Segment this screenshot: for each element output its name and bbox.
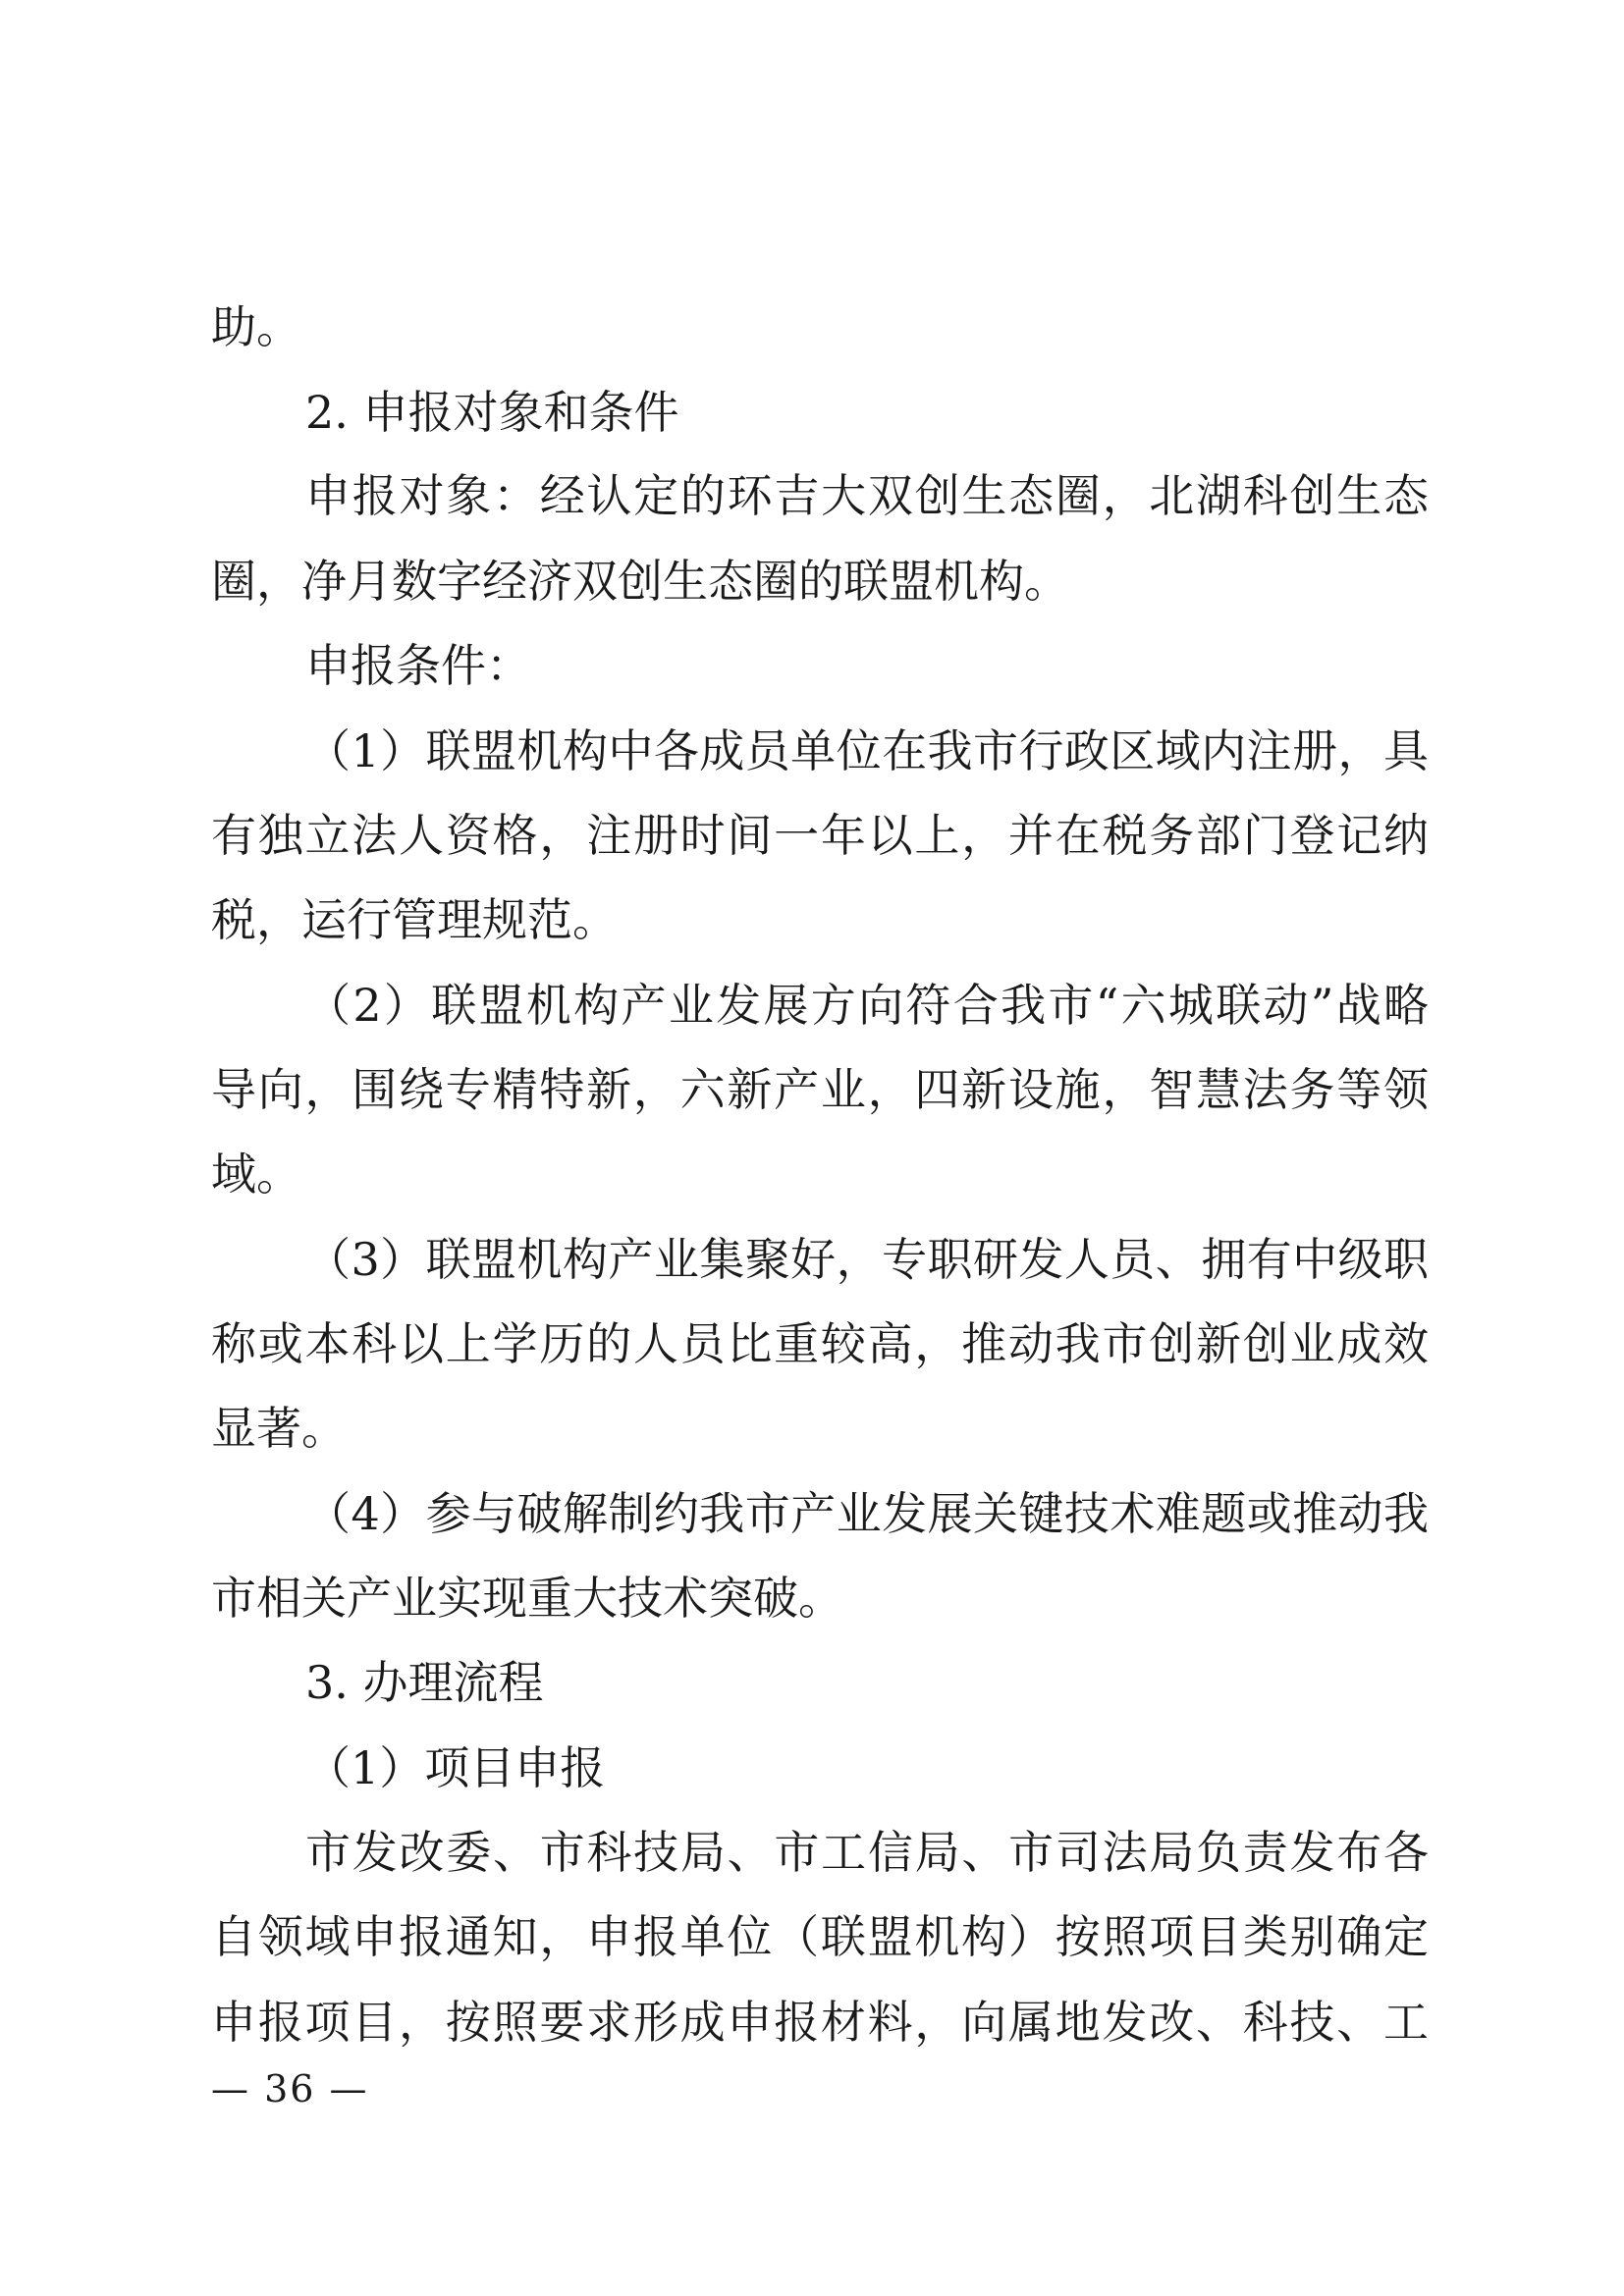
text-line-4: 圈，净月数字经济双创生态圈的联盟机构。 (211, 555, 1069, 608)
text-line-6: （1）联盟机构中各成员单位在我市行政区域内注册，具 (305, 724, 1429, 777)
text-line-13: 称或本科以上学历的人员比重较高，推动我市创新创业成效 (211, 1317, 1429, 1370)
text-line-11: 域。 (211, 1148, 301, 1201)
subheading-project-application: （1）项目申报 (305, 1741, 606, 1794)
text-line-1: 助。 (211, 300, 301, 353)
section-heading-2: 2. 申报对象和条件 (305, 386, 679, 439)
page-number: — 36 — (211, 2067, 369, 2110)
text-line-3: 申报对象：经认定的环吉大双创生态圈，北湖科创生态 (305, 469, 1429, 522)
text-line-19: 市发改委、市科技局、市工信局、市司法局负责发布各 (305, 1826, 1429, 1879)
text-line-20: 自领域申报通知，申报单位（联盟机构）按照项目类别确定 (211, 1910, 1429, 1963)
text-line-15: （4）参与破解制约我市产业发展关键技术难题或推动我 (305, 1487, 1429, 1540)
text-line-14: 显著。 (211, 1402, 347, 1455)
text-line-7: 有独立法人资格，注册时间一年以上，并在税务部门登记纳 (211, 809, 1429, 862)
text-line-9: （2）联盟机构产业发展方向符合我市“六城联动”战略 (305, 979, 1429, 1032)
text-line-5: 申报条件： (305, 639, 531, 692)
text-line-8: 税，运行管理规范。 (211, 893, 618, 946)
text-line-12: （3）联盟机构产业集聚好，专职研发人员、拥有中级职 (305, 1233, 1429, 1286)
text-line-16: 市相关产业实现重大技术突破。 (211, 1572, 843, 1625)
section-heading-3: 3. 办理流程 (305, 1656, 544, 1709)
text-line-21: 申报项目，按照要求形成申报材料，向属地发改、科技、工 (211, 1996, 1429, 2049)
text-line-10: 导向，围绕专精特新，六新产业，四新设施，智慧法务等领 (211, 1063, 1429, 1116)
